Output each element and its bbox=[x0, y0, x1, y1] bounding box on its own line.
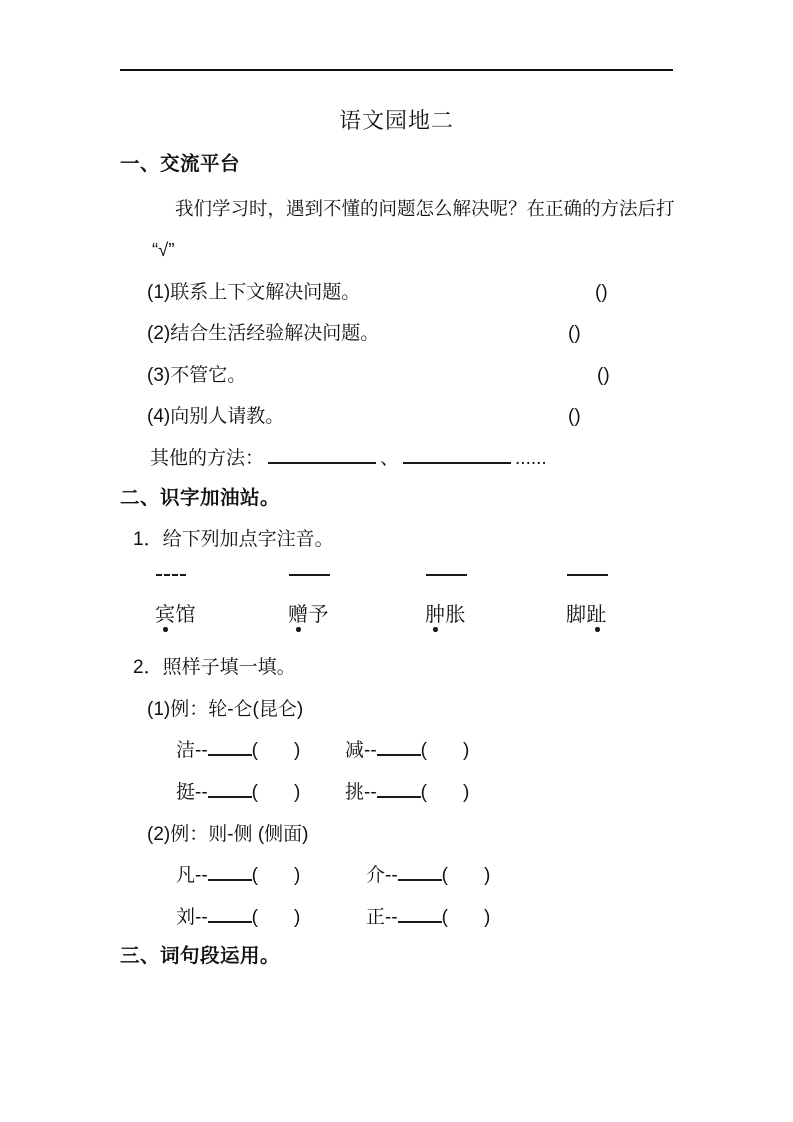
fill-blank-line bbox=[208, 741, 252, 756]
fill-blank-line bbox=[377, 783, 421, 798]
fill-cell bbox=[366, 906, 490, 930]
ellipsis-text: ...... bbox=[515, 448, 547, 469]
fill-blank-line bbox=[268, 449, 376, 464]
fill-prefix: 凡-- bbox=[176, 865, 208, 886]
fill-cell bbox=[176, 906, 300, 930]
fill-prefix: 洁-- bbox=[176, 740, 208, 761]
enumeration-comma: 、 bbox=[380, 448, 400, 469]
answer-parentheses: () bbox=[568, 406, 581, 427]
section-2-heading: 二、识字加油站。 bbox=[120, 487, 281, 509]
open-paren: ( bbox=[251, 740, 258, 761]
checklist-item bbox=[147, 322, 793, 346]
fill-blank-line bbox=[398, 908, 442, 923]
open-paren: ( bbox=[251, 782, 258, 803]
fill-blank-line bbox=[377, 741, 421, 756]
open-paren: ( bbox=[441, 907, 448, 928]
checklist-item-text: (2)结合生活经验解决问题。 bbox=[147, 323, 380, 344]
fill-row bbox=[0, 906, 793, 932]
word-text: 肿胀 bbox=[425, 604, 466, 626]
fill-prefix: 正-- bbox=[366, 907, 398, 928]
fill-row bbox=[0, 864, 793, 890]
annotated-word bbox=[155, 565, 241, 649]
word-text: 脚趾 bbox=[566, 604, 607, 626]
close-paren: ) bbox=[483, 865, 491, 886]
fill-prefix: 挑-- bbox=[345, 782, 377, 803]
close-paren: ) bbox=[293, 740, 301, 761]
header-rule bbox=[120, 69, 673, 71]
close-paren: ) bbox=[293, 782, 301, 803]
checklist-item-text: (4)向别人请教。 bbox=[147, 406, 285, 427]
emphasis-dot bbox=[296, 627, 301, 632]
checklist-item bbox=[147, 405, 793, 429]
section-1-heading: 一、交流平台 bbox=[120, 153, 241, 175]
answer-parentheses: () bbox=[595, 282, 608, 303]
close-paren: ) bbox=[462, 740, 470, 761]
close-paren: ) bbox=[293, 907, 301, 928]
intro-line-1: 我们学习时，遇到不懂的问题怎么解决呢？在正确的方法后打 bbox=[175, 198, 675, 219]
open-paren: ( bbox=[441, 865, 448, 886]
pinyin-blank-line bbox=[156, 574, 186, 576]
fill-cell bbox=[176, 739, 300, 763]
fill-cell bbox=[345, 739, 469, 763]
fill-prefix: 刘-- bbox=[176, 907, 208, 928]
answer-parentheses: () bbox=[568, 323, 581, 344]
section-3-heading: 三、词句段运用。 bbox=[120, 945, 281, 967]
fill-cell bbox=[176, 864, 300, 888]
open-paren: ( bbox=[251, 865, 258, 886]
other-methods-line bbox=[150, 447, 547, 471]
open-paren: ( bbox=[251, 907, 258, 928]
fill-row bbox=[0, 739, 793, 765]
checklist-item bbox=[147, 364, 793, 388]
answer-parentheses: () bbox=[597, 365, 610, 386]
page-title: 语文园地二 bbox=[338, 108, 454, 133]
fill-blank-line bbox=[403, 449, 511, 464]
emphasis-dot bbox=[163, 627, 168, 632]
open-paren: ( bbox=[420, 782, 427, 803]
close-paren: ) bbox=[483, 907, 491, 928]
open-paren: ( bbox=[420, 740, 427, 761]
emphasis-dot bbox=[595, 627, 600, 632]
example-line: (2)例：则-侧 (侧面) bbox=[147, 824, 309, 845]
fill-row bbox=[0, 781, 793, 807]
question-2-label: 2．照样子填一填。 bbox=[133, 657, 296, 678]
word-text: 赠予 bbox=[288, 604, 329, 626]
pinyin-blank-line bbox=[567, 574, 608, 576]
fill-cell bbox=[176, 781, 300, 805]
fill-cell bbox=[366, 864, 490, 888]
checklist-item-text: (1)联系上下文解决问题。 bbox=[147, 282, 361, 303]
close-paren: ) bbox=[462, 782, 470, 803]
question-1-label: 1．给下列加点字注音。 bbox=[133, 529, 334, 550]
fill-prefix: 介-- bbox=[366, 865, 398, 886]
fill-blank-line bbox=[208, 783, 252, 798]
example-line: (1)例：轮-仑(昆仑) bbox=[147, 699, 304, 720]
fill-prefix: 挺-- bbox=[176, 782, 208, 803]
fill-blank-line bbox=[208, 908, 252, 923]
other-methods-label: 其他的方法： bbox=[150, 448, 265, 469]
pinyin-blank-line bbox=[426, 574, 467, 576]
checklist-item-text: (3)不管它。 bbox=[147, 365, 247, 386]
annotated-word bbox=[288, 565, 374, 649]
annotated-word bbox=[566, 565, 652, 649]
fill-blank-line bbox=[398, 866, 442, 881]
fill-prefix: 减-- bbox=[345, 740, 377, 761]
fill-cell bbox=[345, 781, 469, 805]
intro-line-2: “√” bbox=[152, 239, 175, 260]
fill-blank-line bbox=[208, 866, 252, 881]
emphasis-dot bbox=[433, 627, 438, 632]
pinyin-blank-line bbox=[289, 574, 330, 576]
checklist-item bbox=[147, 281, 793, 305]
annotated-word bbox=[425, 565, 511, 649]
close-paren: ) bbox=[293, 865, 301, 886]
word-text: 宾馆 bbox=[155, 604, 196, 626]
